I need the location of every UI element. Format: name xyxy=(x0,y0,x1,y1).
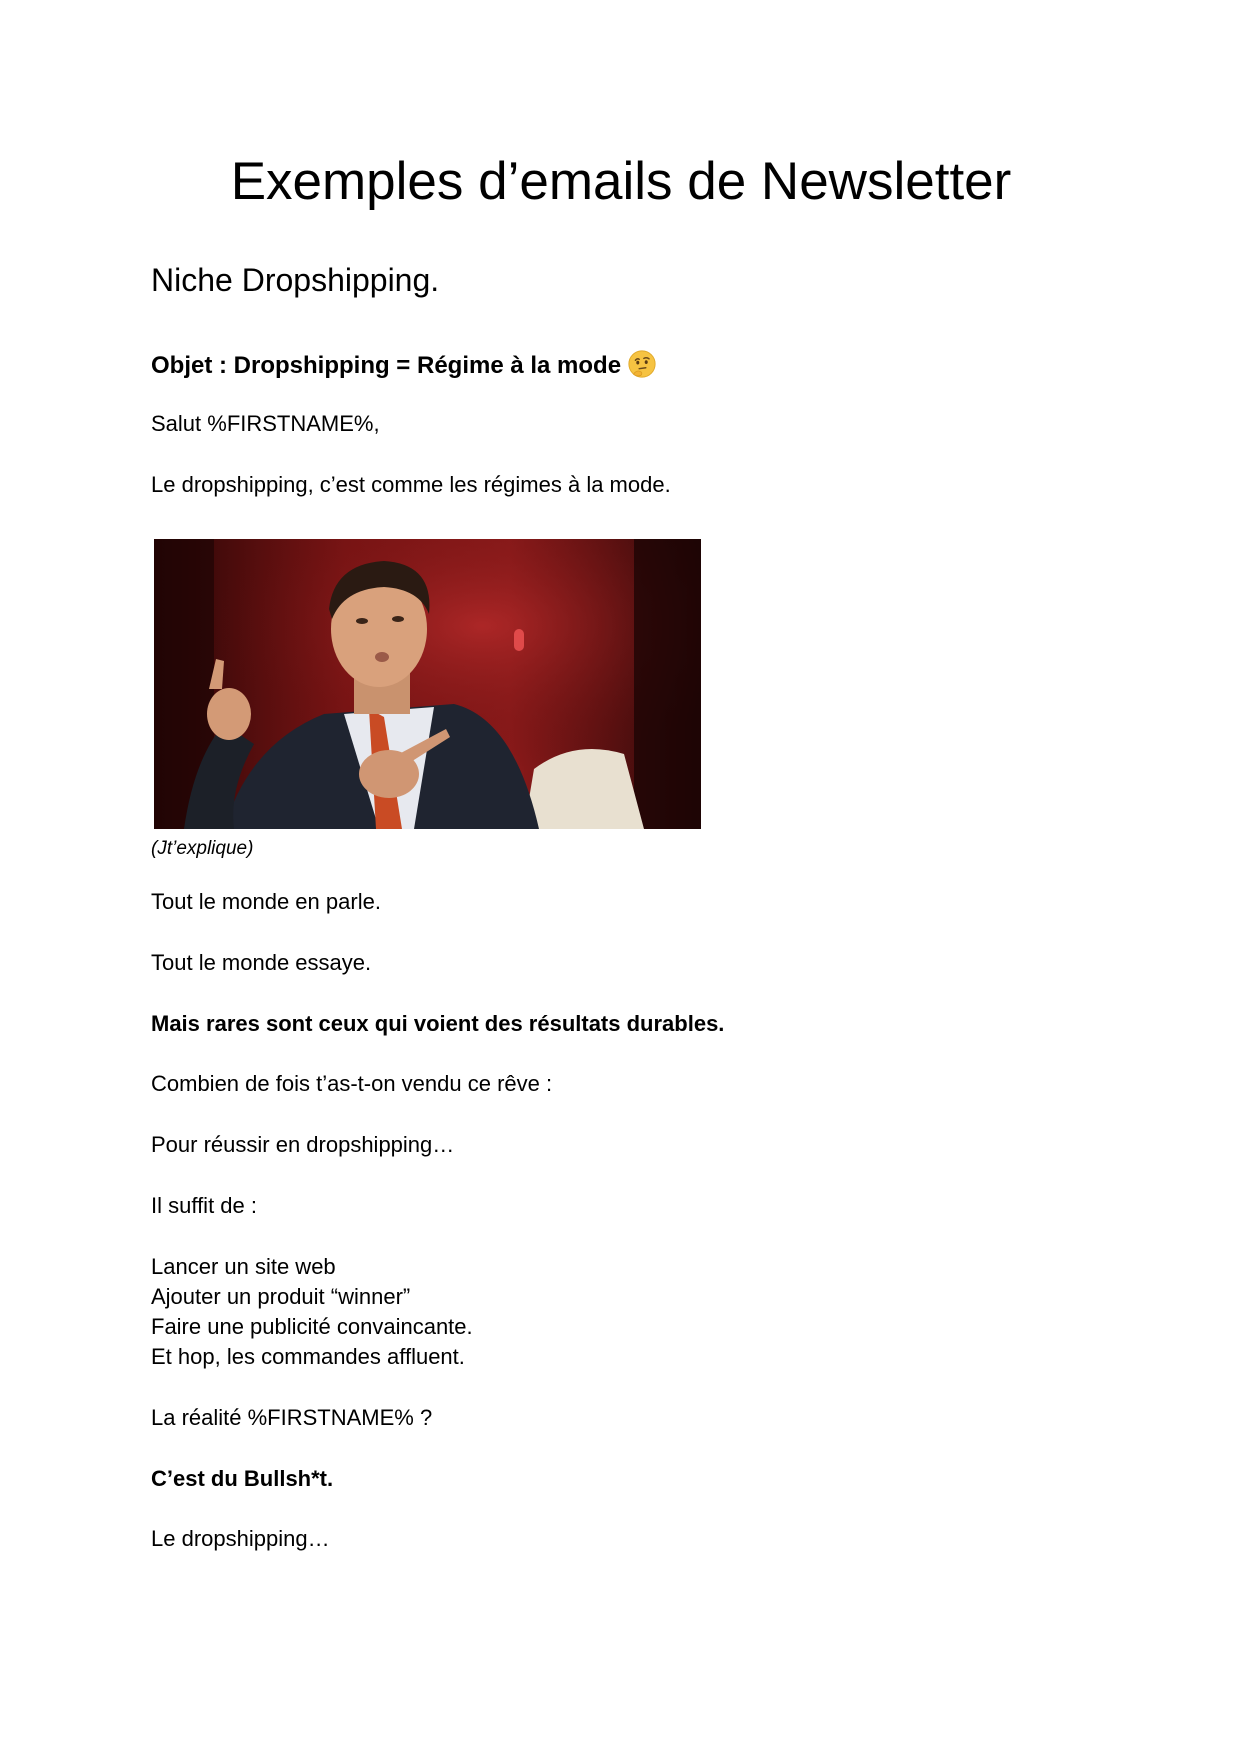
document-title: Exemples d’emails de Newsletter xyxy=(230,152,1012,211)
step-1: Lancer un site web xyxy=(151,1254,336,1279)
section-subtitle: Niche Dropshipping. xyxy=(151,262,440,298)
thinking-face-icon xyxy=(627,349,657,379)
reaction-gif-image xyxy=(154,539,701,829)
verdict-line: C’est du Bullsh*t. xyxy=(151,1466,334,1491)
paragraph-6: Il suffit de : xyxy=(151,1193,257,1218)
paragraph-1: Tout le monde en parle. xyxy=(151,889,381,914)
email-subject xyxy=(151,349,657,381)
step-4: Et hop, les commandes affluent. xyxy=(151,1344,465,1369)
step-2: Ajouter un produit “winner” xyxy=(151,1284,411,1309)
paragraph-5: Pour réussir en dropshipping… xyxy=(151,1132,455,1157)
paragraph-4: Combien de fois t’as-t-on vendu ce rêve : xyxy=(151,1071,553,1096)
paragraph-2: Tout le monde essaye. xyxy=(151,950,372,975)
image-caption: (Jt’explique) xyxy=(151,838,254,859)
reality-line: La réalité %FIRSTNAME% ? xyxy=(151,1405,433,1430)
email-subject-text: Objet : Dropshipping = Régime à la mode xyxy=(151,352,622,379)
closing-line: Le dropshipping… xyxy=(151,1526,330,1551)
intro-line: Le dropshipping, c’est comme les régimes à la mode. xyxy=(151,472,671,497)
greeting-line: Salut %FIRSTNAME%, xyxy=(151,411,380,436)
paragraph-3-bold: Mais rares sont ceux qui voient des résultats durables. xyxy=(151,1011,725,1036)
step-3: Faire une publicité convaincante. xyxy=(151,1314,473,1339)
